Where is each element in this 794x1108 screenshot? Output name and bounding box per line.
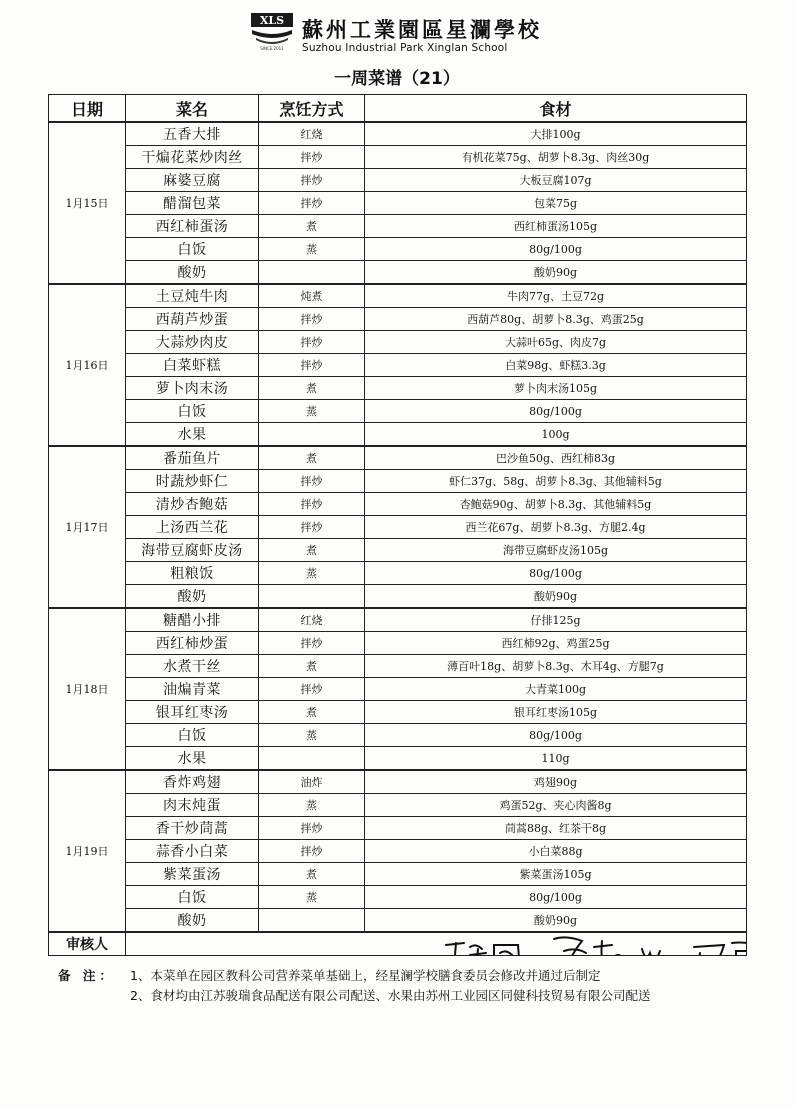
ingredients-cell: 萝卜肉末汤105g (365, 377, 747, 400)
dish-cell: 糖醋小排 (126, 608, 259, 632)
ingredients-cell: 酸奶90g (365, 909, 747, 933)
method-cell: 蒸 (259, 794, 365, 817)
dish-cell: 番茄鱼片 (126, 446, 259, 470)
dish-cell: 西葫芦炒蛋 (126, 308, 259, 331)
table-row (49, 886, 747, 909)
ingredients-cell: 西红柿92g、鸡蛋25g (365, 632, 747, 655)
header-date: 日期 (49, 95, 126, 123)
school-name-cn: 蘇州工業園區星瀾學校 (302, 17, 542, 42)
dish-cell: 麻婆豆腐 (126, 169, 259, 192)
menu-table (48, 94, 747, 956)
method-cell: 拌炒 (259, 817, 365, 840)
dish-cell: 清炒杏鲍菇 (126, 493, 259, 516)
dish-cell: 油煸青菜 (126, 678, 259, 701)
table-row (49, 423, 747, 447)
method-cell: 红烧 (259, 608, 365, 632)
method-cell (259, 423, 365, 447)
table-row (49, 122, 747, 146)
ingredients-cell: 小白菜88g (365, 840, 747, 863)
table-row (49, 817, 747, 840)
table-row (49, 794, 747, 817)
dish-cell: 白饭 (126, 238, 259, 261)
ingredients-cell: 仔排125g (365, 608, 747, 632)
school-header (250, 12, 550, 56)
ingredients-cell: 酸奶90g (365, 585, 747, 609)
method-cell: 拌炒 (259, 632, 365, 655)
ingredients-cell: 110g (365, 747, 747, 771)
table-row (49, 192, 747, 215)
dish-cell: 上汤西兰花 (126, 516, 259, 539)
ingredients-cell: 酸奶90g (365, 261, 747, 285)
ingredients-cell: 西红柿蛋汤105g (365, 215, 747, 238)
logo-text: XLS (259, 14, 285, 27)
ingredients-cell: 紫菜蛋汤105g (365, 863, 747, 886)
method-cell: 煮 (259, 701, 365, 724)
ingredients-cell: 鸡翅90g (365, 770, 747, 794)
dish-cell: 酸奶 (126, 585, 259, 609)
dish-cell: 土豆炖牛肉 (126, 284, 259, 308)
method-cell (259, 585, 365, 609)
logo-caption: SINCE 2011 (260, 46, 284, 51)
table-row (49, 585, 747, 609)
school-name-en: Suzhou Industrial Park Xinglan School (302, 42, 508, 54)
notes-label: 备 注： (58, 968, 116, 983)
ingredients-cell: 大蒜叶65g、肉皮7g (365, 331, 747, 354)
dish-cell: 白饭 (126, 886, 259, 909)
ingredients-cell: 大青菜100g (365, 678, 747, 701)
method-cell: 拌炒 (259, 331, 365, 354)
method-cell: 拌炒 (259, 516, 365, 539)
method-cell: 拌炒 (259, 192, 365, 215)
table-row (49, 238, 747, 261)
signatures (436, 933, 747, 956)
header-dish: 菜名 (126, 95, 259, 123)
note-line-1: 1、本菜单在园区教科公司营养菜单基础上，经星澜学校膳食委员会修改并通过后制定 (130, 968, 601, 983)
table-row (49, 747, 747, 771)
method-cell: 煮 (259, 377, 365, 400)
ingredients-cell: 虾仁37g、58g、胡萝卜8.3g、其他辅料5g (365, 470, 747, 493)
dish-cell: 水果 (126, 423, 259, 447)
dish-cell: 白饭 (126, 400, 259, 423)
method-cell: 煮 (259, 655, 365, 678)
ingredients-cell: 杏鲍菇90g、胡萝卜8.3g、其他辅料5g (365, 493, 747, 516)
method-cell (259, 261, 365, 285)
ingredients-cell: 80g/100g (365, 886, 747, 909)
ingredients-cell: 牛肉77g、土豆72g (365, 284, 747, 308)
dish-cell: 香干炒茼蒿 (126, 817, 259, 840)
method-cell: 拌炒 (259, 146, 365, 169)
dish-cell: 白菜虾糕 (126, 354, 259, 377)
method-cell: 拌炒 (259, 840, 365, 863)
dish-cell: 海带豆腐虾皮汤 (126, 539, 259, 562)
table-row (49, 516, 747, 539)
method-cell: 蒸 (259, 238, 365, 261)
date-cell: 1月18日 (49, 608, 126, 770)
dish-cell: 时蔬炒虾仁 (126, 470, 259, 493)
method-cell: 拌炒 (259, 354, 365, 377)
ingredients-cell: 80g/100g (365, 724, 747, 747)
ingredients-cell: 薄百叶18g、胡萝卜8.3g、木耳4g、方腿7g (365, 655, 747, 678)
ingredients-cell: 100g (365, 423, 747, 447)
dish-cell: 萝卜肉末汤 (126, 377, 259, 400)
table-row (49, 909, 747, 933)
header-ingredients: 食材 (365, 95, 747, 123)
header-method: 烹饪方式 (259, 95, 365, 123)
signature-3 (694, 943, 747, 956)
method-cell: 拌炒 (259, 493, 365, 516)
ingredients-cell: 白菜98g、虾糕3.3g (365, 354, 747, 377)
dish-cell: 粗粮饭 (126, 562, 259, 585)
menu-body (49, 122, 747, 932)
table-row (49, 840, 747, 863)
table-row (49, 354, 747, 377)
note-line-2: 2、食材均由江苏骏瑞食品配送有限公司配送、水果由苏州工业园区同健科技贸易有限公司配送 (130, 988, 651, 1003)
method-cell: 蒸 (259, 724, 365, 747)
table-row (49, 446, 747, 470)
table-row (49, 284, 747, 308)
page-title: 一周菜谱（21） (334, 69, 460, 89)
method-cell: 蒸 (259, 562, 365, 585)
ingredients-cell: 茼蒿88g、红茶干8g (365, 817, 747, 840)
method-cell: 蒸 (259, 886, 365, 909)
table-row (49, 539, 747, 562)
method-cell: 拌炒 (259, 678, 365, 701)
table-row (49, 377, 747, 400)
date-cell: 1月17日 (49, 446, 126, 608)
dish-cell: 酸奶 (126, 909, 259, 933)
ingredients-cell: 80g/100g (365, 400, 747, 423)
table-row (49, 608, 747, 632)
date-cell: 1月15日 (49, 122, 126, 284)
dish-cell: 蒜香小白菜 (126, 840, 259, 863)
dish-cell: 肉末炖蛋 (126, 794, 259, 817)
ingredients-cell: 海带豆腐虾皮汤105g (365, 539, 747, 562)
dish-cell: 银耳红枣汤 (126, 701, 259, 724)
table-header-row (49, 95, 747, 123)
dish-cell: 水煮干丝 (126, 655, 259, 678)
ingredients-cell: 大板豆腐107g (365, 169, 747, 192)
table-row (49, 701, 747, 724)
method-cell: 煮 (259, 446, 365, 470)
method-cell: 煮 (259, 863, 365, 886)
method-cell: 油炸 (259, 770, 365, 794)
ingredients-cell: 银耳红枣汤105g (365, 701, 747, 724)
method-cell: 蒸 (259, 400, 365, 423)
signature-area (126, 932, 747, 956)
table-row (49, 724, 747, 747)
ingredients-cell: 鸡蛋52g、夹心肉酱8g (365, 794, 747, 817)
table-row (49, 678, 747, 701)
table-row (49, 146, 747, 169)
signature-1 (446, 943, 520, 956)
method-cell: 炖煮 (259, 284, 365, 308)
table-row (49, 655, 747, 678)
date-cell: 1月16日 (49, 284, 126, 446)
dish-cell: 水果 (126, 747, 259, 771)
method-cell: 拌炒 (259, 169, 365, 192)
table-row (49, 562, 747, 585)
date-cell: 1月19日 (49, 770, 126, 932)
ingredients-cell: 西葫芦80g、胡萝卜8.3g、鸡蛋25g (365, 308, 747, 331)
ingredients-cell: 西兰花67g、胡萝卜8.3g、方腿2.4g (365, 516, 747, 539)
table-row (49, 863, 747, 886)
ingredients-cell: 大排100g (365, 122, 747, 146)
table-row (49, 493, 747, 516)
table-row (49, 215, 747, 238)
dish-cell: 西红柿蛋汤 (126, 215, 259, 238)
notes (58, 966, 650, 1006)
reviewer-label: 审核人 (49, 932, 126, 956)
ingredients-cell: 巴沙鱼50g、西红柿83g (365, 446, 747, 470)
method-cell: 红烧 (259, 122, 365, 146)
method-cell: 煮 (259, 539, 365, 562)
ingredients-cell: 有机花菜75g、胡萝卜8.3g、肉丝30g (365, 146, 747, 169)
dish-cell: 白饭 (126, 724, 259, 747)
table-row (49, 632, 747, 655)
ingredients-cell: 包菜75g (365, 192, 747, 215)
reviewer-row (49, 932, 747, 956)
dish-cell: 醋溜包菜 (126, 192, 259, 215)
dish-cell: 五香大排 (126, 122, 259, 146)
dish-cell: 西红柿炒蛋 (126, 632, 259, 655)
method-cell: 拌炒 (259, 308, 365, 331)
dish-cell: 酸奶 (126, 261, 259, 285)
method-cell: 拌炒 (259, 470, 365, 493)
dish-cell: 香炸鸡翅 (126, 770, 259, 794)
table-row (49, 331, 747, 354)
table-row (49, 770, 747, 794)
table-row (49, 261, 747, 285)
ingredients-cell: 80g/100g (365, 238, 747, 261)
method-cell (259, 909, 365, 933)
table-row (49, 400, 747, 423)
dish-cell: 干煸花菜炒肉丝 (126, 146, 259, 169)
dish-cell: 紫菜蛋汤 (126, 863, 259, 886)
signature-2 (554, 937, 660, 955)
table-row (49, 308, 747, 331)
table-row (49, 169, 747, 192)
dish-cell: 大蒜炒肉皮 (126, 331, 259, 354)
school-logo (250, 12, 294, 52)
table-row (49, 470, 747, 493)
ingredients-cell: 80g/100g (365, 562, 747, 585)
method-cell: 煮 (259, 215, 365, 238)
method-cell (259, 747, 365, 771)
